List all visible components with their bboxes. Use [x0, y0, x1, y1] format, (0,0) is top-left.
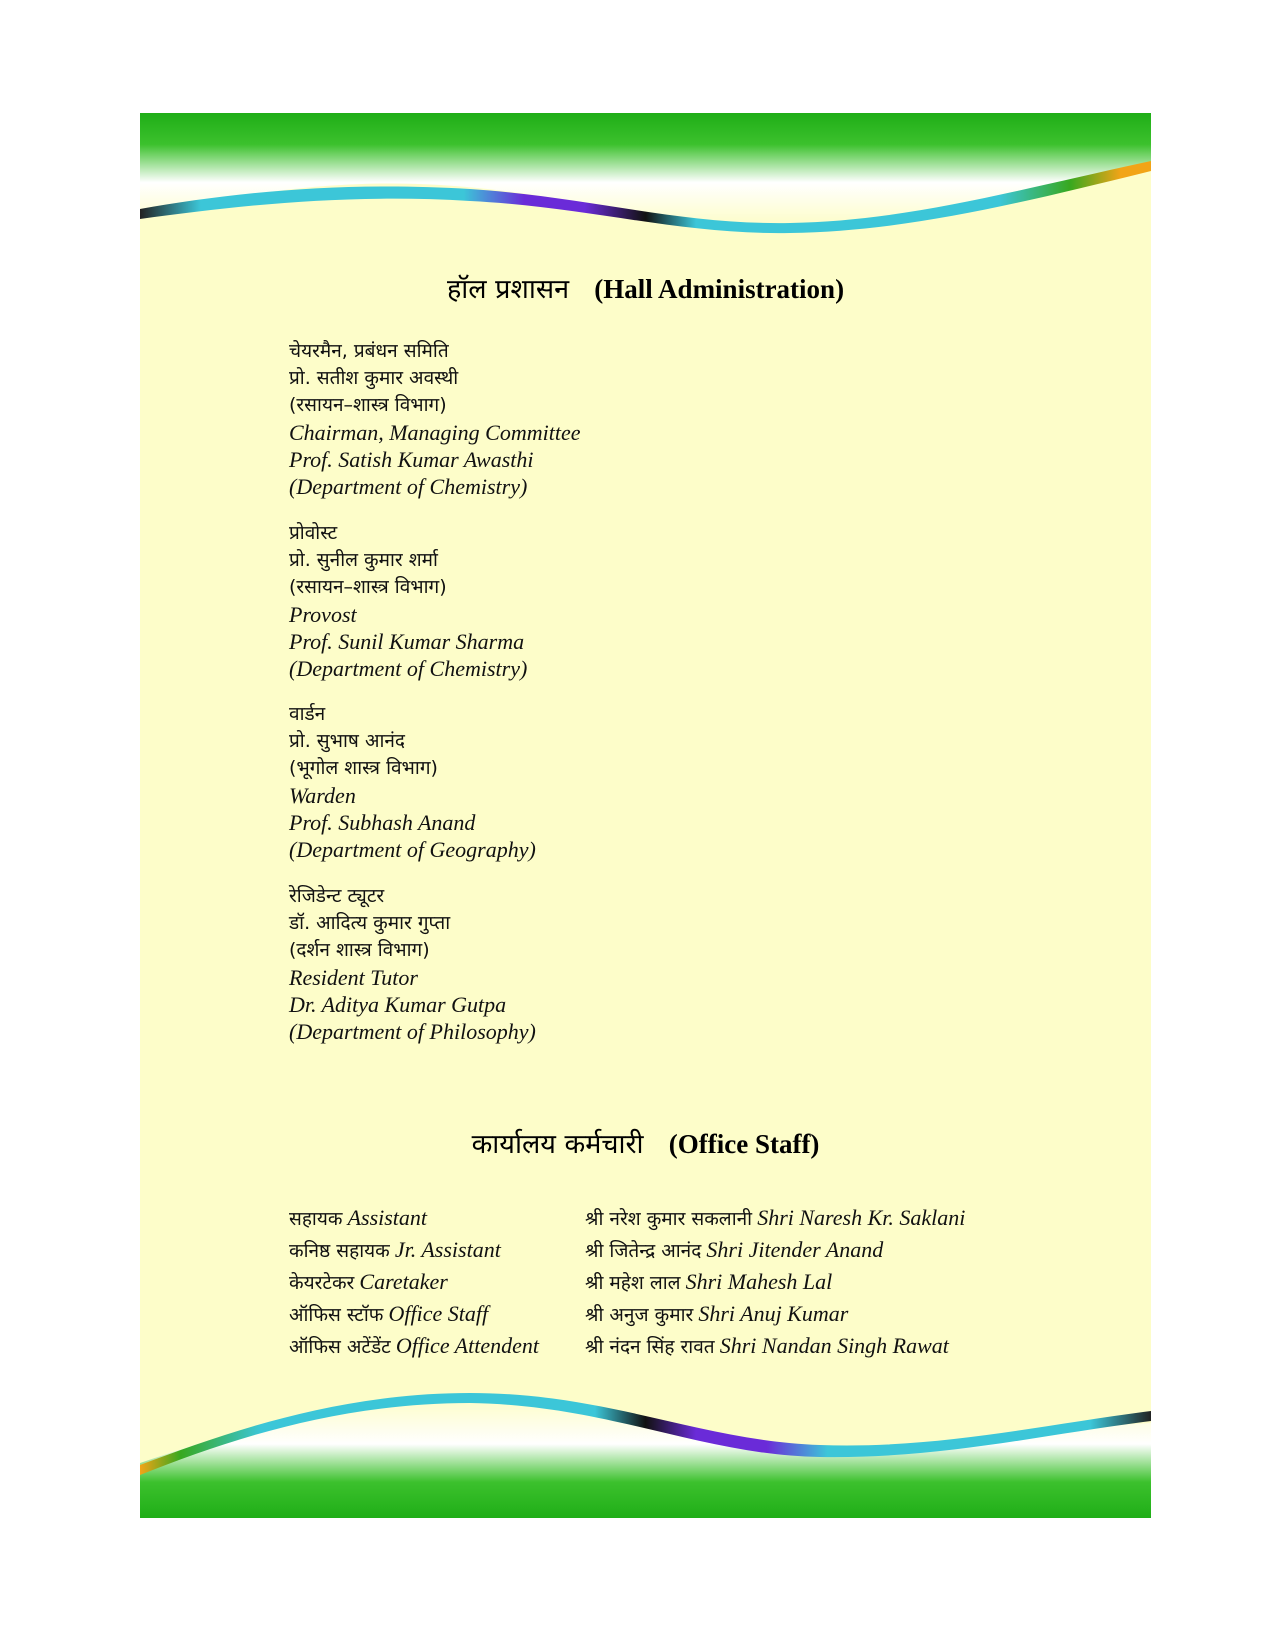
official-provost: [289, 520, 527, 682]
official-resident-tutor: [289, 883, 536, 1045]
staff-role-english: Office Attendent: [395, 1333, 539, 1358]
table-row: [289, 1330, 965, 1362]
official-chairman: [289, 338, 581, 500]
table-row: [289, 1202, 965, 1234]
official-name-hindi: डॉ. आदित्य कुमार गुप्ता: [289, 912, 451, 934]
office-staff-heading: [140, 1124, 1151, 1161]
official-name-english: Dr. Aditya Kumar Gutpa: [289, 992, 507, 1017]
staff-role-english: Office Staff: [388, 1301, 489, 1326]
official-dept-english: (Department of Chemistry): [289, 656, 528, 681]
official-role-english: Chairman, Managing Committee: [289, 420, 581, 445]
table-row: [289, 1266, 965, 1298]
official-role-english: Warden: [289, 783, 356, 808]
staff-role-hindi: सहायक: [289, 1208, 343, 1230]
official-dept-hindi: (भूगोल शास्त्र विभाग): [289, 757, 438, 779]
hall-heading-english: (Hall Administration): [594, 274, 845, 304]
office-staff-table: [289, 1202, 965, 1362]
staff-name-english: Shri Jitender Anand: [706, 1237, 884, 1262]
official-name-english: Prof. Sunil Kumar Sharma: [289, 629, 525, 654]
hall-heading-hindi: हॉल प्रशासन: [446, 274, 570, 305]
top-wave-decoration: [140, 113, 1151, 253]
official-name-hindi: प्रो. सतीश कुमार अवस्थी: [289, 367, 459, 389]
staff-name-hindi: श्री जितेन्द्र आनंद: [585, 1240, 702, 1262]
office-heading-hindi: कार्यालय कर्मचारी: [471, 1129, 644, 1160]
staff-name-hindi: श्री नंदन सिंह रावत: [585, 1336, 715, 1358]
office-heading-english: (Office Staff): [668, 1129, 820, 1159]
staff-role-hindi: ऑफिस स्टॉफ: [289, 1304, 384, 1326]
official-dept-english: (Department of Geography): [289, 837, 536, 862]
bottom-wave-decoration: [140, 1373, 1151, 1518]
official-dept-english: (Department of Chemistry): [289, 474, 528, 499]
official-name-english: Prof. Subhash Anand: [289, 810, 476, 835]
staff-name-english: Shri Nandan Singh Rawat: [719, 1333, 949, 1358]
staff-name-hindi: श्री नरेश कुमार सकलानी: [585, 1208, 753, 1230]
table-row: [289, 1234, 965, 1266]
staff-role-hindi: ऑफिस अटेंडेंट: [289, 1336, 391, 1358]
staff-name-english: Shri Mahesh Lal: [685, 1269, 833, 1294]
official-role-hindi: प्रोवोस्ट: [289, 522, 338, 544]
staff-name-english: Shri Anuj Kumar: [698, 1301, 849, 1326]
official-role-english: Resident Tutor: [289, 965, 418, 990]
official-role-hindi: वार्डन: [289, 703, 326, 725]
official-name-english: Prof. Satish Kumar Awasthi: [289, 447, 534, 472]
official-dept-english: (Department of Philosophy): [289, 1019, 536, 1044]
official-warden: [289, 701, 536, 863]
table-row: [289, 1298, 965, 1330]
official-dept-hindi: (रसायन–शास्त्र विभाग): [289, 576, 447, 598]
official-role-hindi: चेयरमैन, प्रबंधन समिति: [289, 340, 449, 362]
official-name-hindi: प्रो. सुनील कुमार शर्मा: [289, 549, 438, 571]
hall-administration-heading: [140, 269, 1151, 306]
official-role-english: Provost: [289, 602, 357, 627]
staff-name-english: Shri Naresh Kr. Saklani: [757, 1205, 966, 1230]
official-dept-hindi: (दर्शन शास्त्र विभाग): [289, 939, 430, 961]
official-role-hindi: रेजिडेन्ट ट्यूटर: [289, 885, 385, 907]
staff-role-english: Assistant: [347, 1205, 428, 1230]
staff-role-english: Caretaker: [359, 1269, 448, 1294]
official-dept-hindi: (रसायन–शास्त्र विभाग): [289, 394, 447, 416]
staff-role-hindi: कनिष्ठ सहायक: [289, 1240, 390, 1262]
staff-role-hindi: केयरटेकर: [289, 1272, 355, 1294]
staff-role-english: Jr. Assistant: [394, 1237, 501, 1262]
official-name-hindi: प्रो. सुभाष आनंद: [289, 730, 406, 752]
staff-name-hindi: श्री महेश लाल: [585, 1272, 681, 1294]
staff-name-hindi: श्री अनुज कुमार: [585, 1304, 694, 1326]
page-panel: [140, 113, 1151, 1518]
